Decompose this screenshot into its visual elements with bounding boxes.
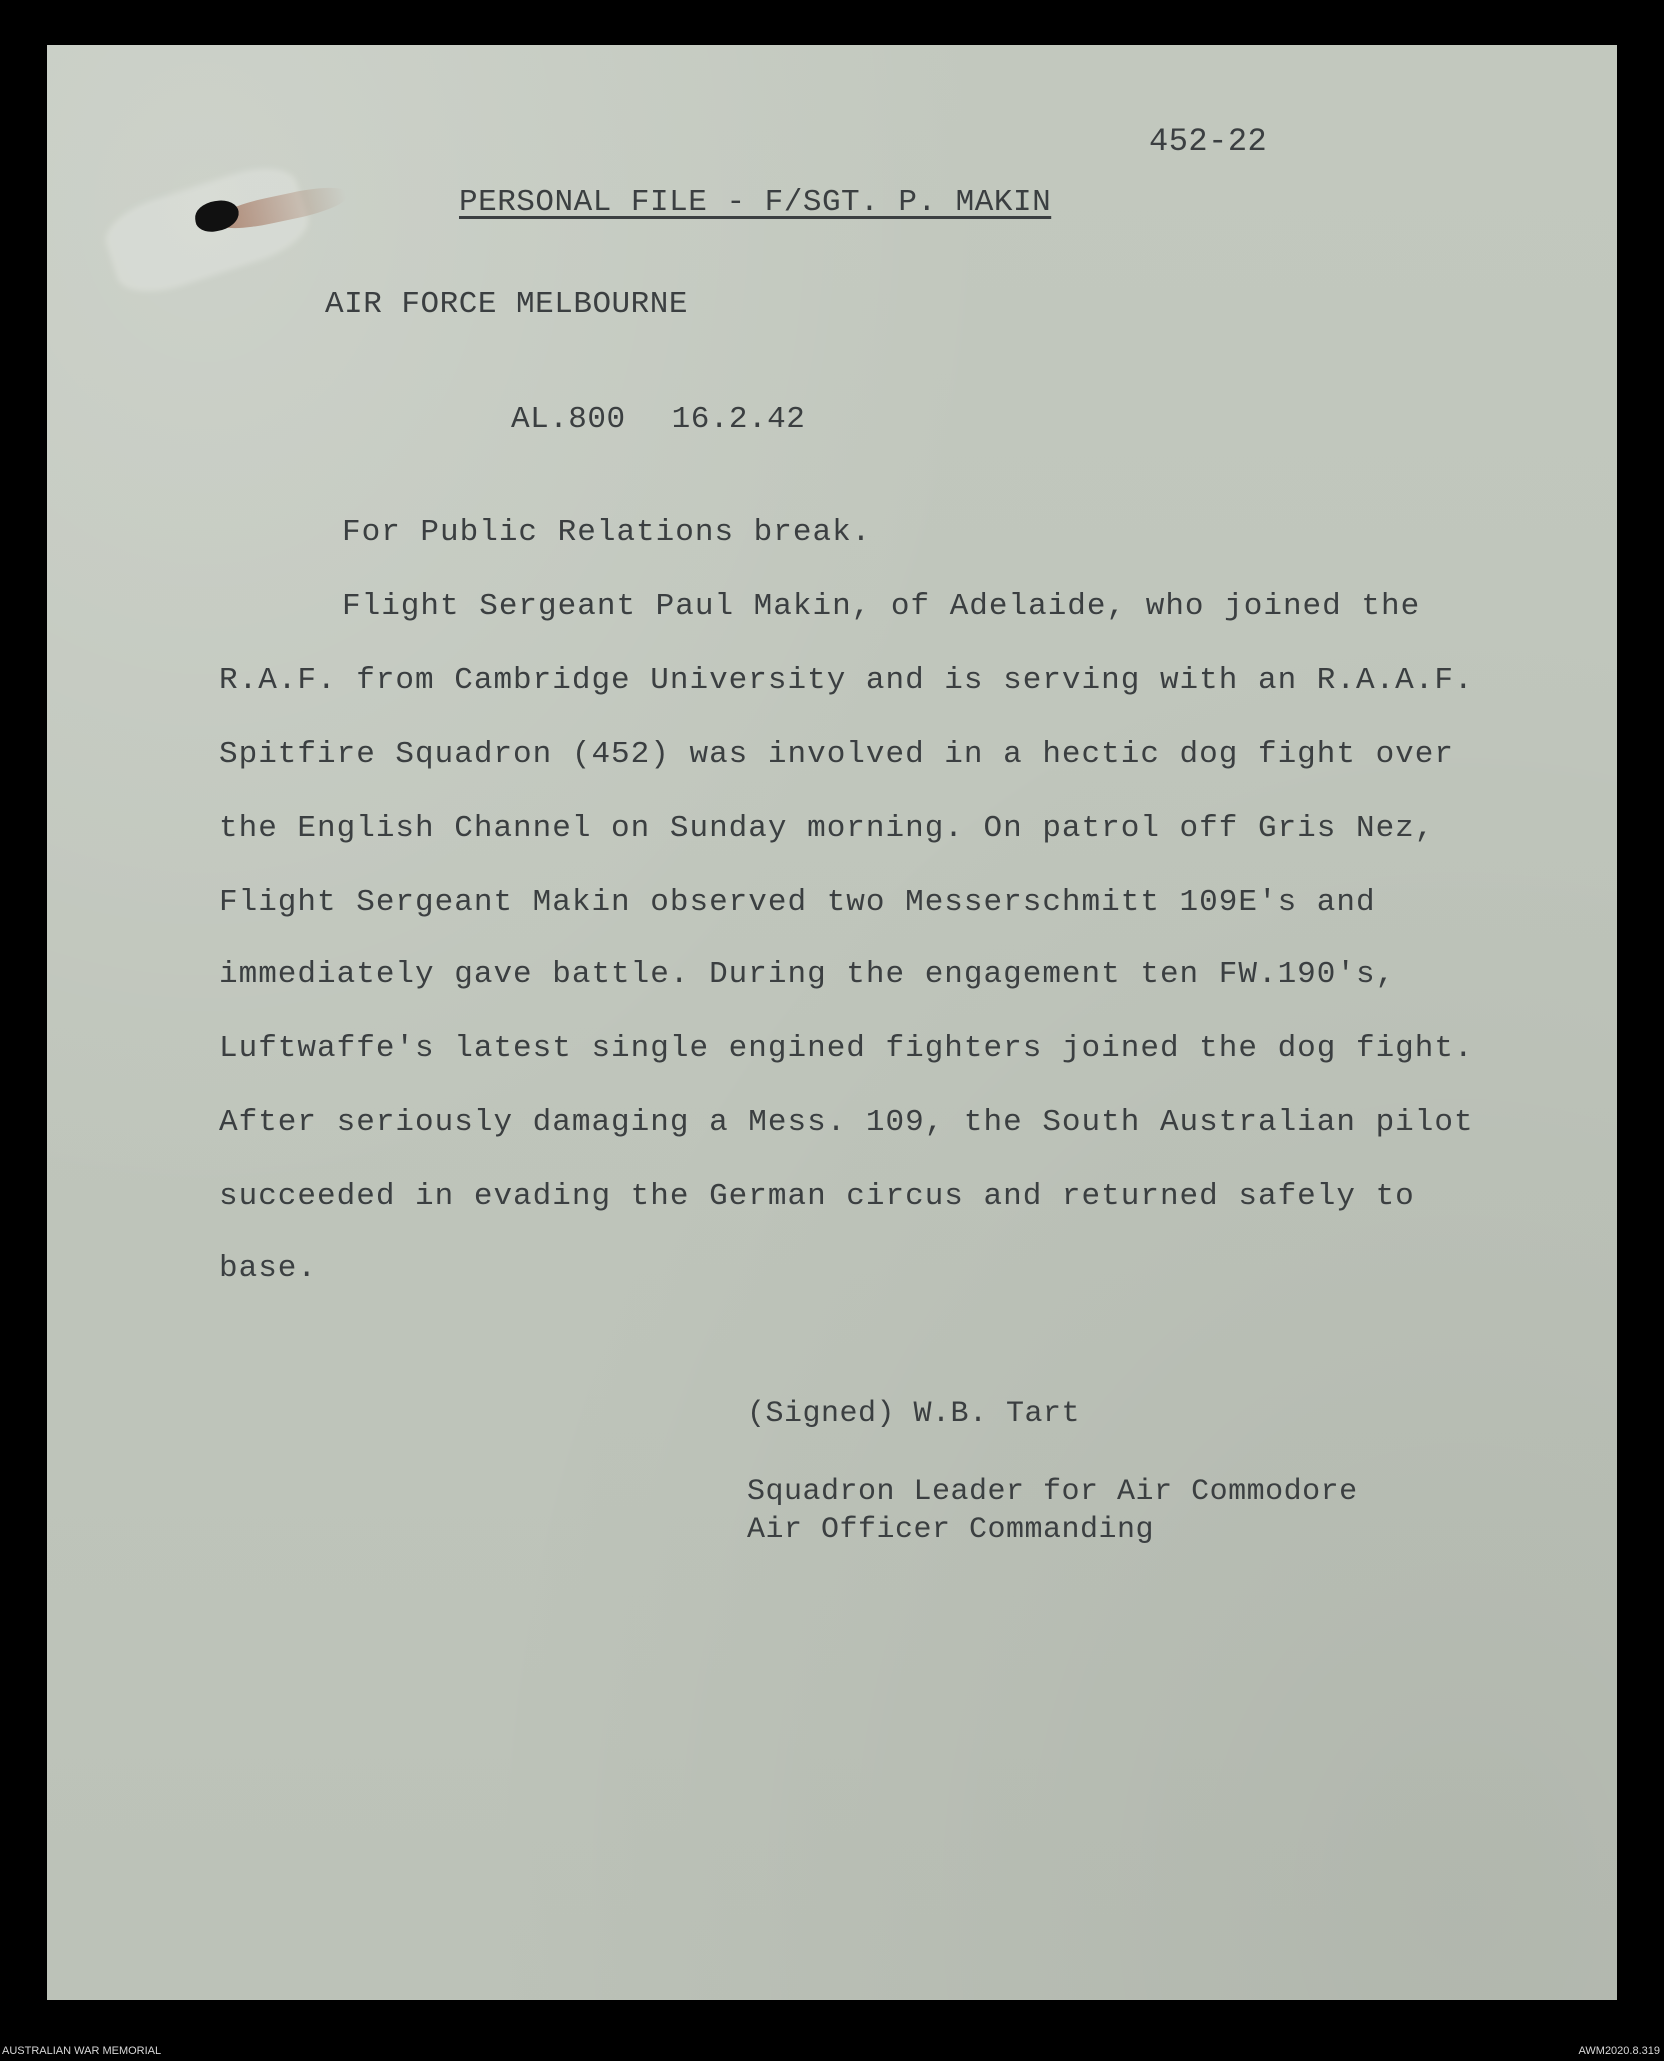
body-line: Spitfire Squadron (452) was involved in a hectic dog fight over <box>219 737 1454 772</box>
signed-line: (Signed) W.B. Tart <box>747 1397 1081 1431</box>
body-line: base. <box>219 1251 318 1286</box>
body-line: R.A.F. from Cambridge University and is serving with an R.A.A.F. <box>219 663 1474 698</box>
file-reference-number: 452-22 <box>1149 123 1268 160</box>
document-page <box>47 45 1617 2000</box>
footer-accession-number: AWM2020.8.319 <box>1578 2045 1660 2057</box>
signatory-title-line-2: Air Officer Commanding <box>747 1513 1155 1547</box>
signatory-title-line-1: Squadron Leader for Air Commodore <box>747 1475 1358 1509</box>
body-line: Flight Sergeant Makin observed two Messerschmitt 109E's and <box>219 885 1376 920</box>
intro-line: For Public Relations break. <box>342 515 872 550</box>
reference-and-date <box>511 402 805 437</box>
body-line: Flight Sergeant Paul Makin, of Adelaide, who joined the <box>342 589 1421 624</box>
body-line: After seriously damaging a Mess. 109, the South Australian pilot <box>219 1105 1474 1140</box>
file-title: PERSONAL FILE - F/SGT. P. MAKIN <box>459 185 1052 220</box>
body-line: Luftwaffe's latest single engined fighters joined the dog fight. <box>219 1031 1474 1066</box>
organisation-heading: AIR FORCE MELBOURNE <box>325 287 688 322</box>
message-date: 16.2.42 <box>671 402 806 437</box>
body-line: succeeded in evading the German circus and returned safely to <box>219 1179 1415 1214</box>
message-reference: AL.800 <box>511 402 626 437</box>
footer-source: AUSTRALIAN WAR MEMORIAL <box>2 2045 162 2057</box>
body-line: the English Channel on Sunday morning. On patrol off Gris Nez, <box>219 811 1435 846</box>
body-line: immediately gave battle. During the engagement ten FW.190's, <box>219 957 1396 992</box>
